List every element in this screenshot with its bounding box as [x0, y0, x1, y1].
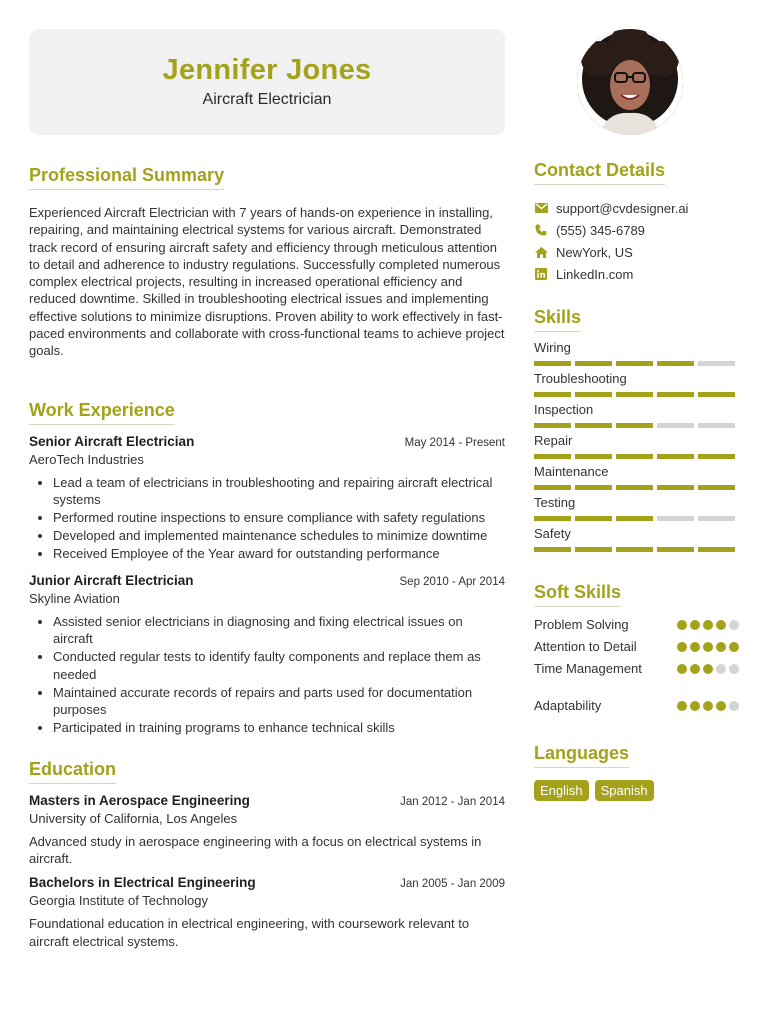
rating-dot — [703, 642, 713, 652]
skill-segment — [575, 423, 612, 428]
skill-item — [534, 526, 739, 552]
language-badge: Spanish — [595, 780, 654, 801]
summary-text: Experienced Aircraft Electrician with 7 years of hands-on experience in installing, repairing, and maintaining electrical systems for various aircraft. Demonstrated track record of ensuring aircraft safety and efficiency through meticulous attention to detail and adherence to industry regulations. Successfully completed numerous complex electrical projects, resulting in increased operational efficiency and reduced downtime. Skilled in troubleshooting electrical issues and implementing effective solutions to minimize disruptions. Proven ability to work effectively in fast-paced environments and collaborate with cross-functional teams to achieve project goals. — [29, 205, 505, 359]
soft-skill-item — [534, 617, 739, 632]
phone-text: (555) 345-6789 — [556, 222, 645, 238]
rating-dot — [703, 664, 713, 674]
skill-segment — [534, 361, 571, 366]
skill-segment — [616, 547, 653, 552]
job-bullets — [29, 613, 505, 737]
bullet-item: • Developed and implemented maintenance schedules to minimize downtime — [53, 527, 505, 545]
degree: Bachelors in Electrical Engineering — [29, 875, 256, 891]
soft-skill-name: Time Management — [534, 661, 642, 676]
bullet-item: • Received Employee of the Year award for outstanding performance — [53, 545, 505, 563]
skills-list — [534, 340, 739, 552]
soft-skill-rating — [677, 620, 739, 630]
rating-dot — [677, 620, 687, 630]
skill-segment — [616, 392, 653, 397]
skill-name: Maintenance — [534, 464, 609, 479]
job-company: Skyline Aviation — [29, 590, 120, 606]
skill-segment — [657, 361, 694, 366]
skill-segment — [616, 423, 653, 428]
skill-name: Safety — [534, 526, 571, 541]
education-date: Jan 2012 - Jan 2014 — [400, 795, 505, 808]
rating-dot — [729, 620, 739, 630]
skill-segment — [616, 485, 653, 490]
home-icon — [534, 245, 548, 259]
rating-dot — [716, 620, 726, 630]
bullet-item: • Maintained accurate records of repairs and parts used for documentation purposes — [53, 684, 505, 719]
education-date: Jan 2005 - Jan 2009 — [400, 878, 505, 891]
skill-segment — [534, 392, 571, 397]
rating-dot — [690, 664, 700, 674]
skill-segment — [657, 423, 694, 428]
languages-list — [534, 780, 739, 801]
skill-name: Troubleshooting — [534, 371, 627, 386]
education-description: Advanced study in aerospace engineering with a focus on electrical systems in aircraft. — [29, 833, 482, 866]
skill-segment — [698, 485, 735, 490]
job-company: AeroTech Industries — [29, 451, 144, 467]
soft-skill-rating — [677, 664, 739, 674]
rating-dot — [729, 642, 739, 652]
bullet-item: • Performed routine inspections to ensure compliance with safety regulations — [53, 509, 505, 527]
rating-dot — [677, 701, 687, 711]
skill-segment — [534, 485, 571, 490]
email-text: support@cvdesigner.ai — [556, 200, 689, 216]
rating-dot — [690, 701, 700, 711]
language-badge: English — [534, 780, 589, 801]
header — [29, 29, 505, 135]
skill-level-bar — [534, 361, 739, 366]
experience-heading: Work Experience — [29, 400, 175, 425]
languages-heading: Languages — [534, 743, 629, 768]
job-date: May 2014 - Present — [404, 436, 505, 449]
contact-heading: Contact Details — [534, 160, 665, 185]
skill-segment — [575, 454, 612, 459]
candidate-name: Jennifer Jones — [162, 54, 372, 86]
skill-segment — [657, 392, 694, 397]
sidebar — [534, 160, 739, 801]
skill-segment — [616, 361, 653, 366]
skill-segment — [657, 454, 694, 459]
skill-segment — [575, 392, 612, 397]
contact-linkedin[interactable] — [534, 263, 739, 285]
rating-dot — [729, 664, 739, 674]
email-icon — [534, 201, 548, 215]
rating-dot — [716, 642, 726, 652]
contact-section — [534, 160, 739, 285]
bullet-item: • Conducted regular tests to identify faulty components and replace them as needed — [53, 648, 505, 683]
skill-segment — [698, 423, 735, 428]
bullet-item: • Participated in training programs to enhance technical skills — [53, 719, 505, 737]
soft-skills-section — [534, 582, 739, 713]
skill-segment — [657, 547, 694, 552]
skill-level-bar — [534, 516, 739, 521]
summary-heading: Professional Summary — [29, 165, 224, 190]
skill-level-bar — [534, 423, 739, 428]
soft-skill-rating — [677, 701, 739, 711]
soft-skill-item — [534, 639, 739, 654]
linkedin-text: LinkedIn.com — [556, 266, 634, 282]
education-section — [29, 759, 505, 950]
skill-name: Repair — [534, 433, 573, 448]
job-role: Senior Aircraft Electrician — [29, 433, 195, 449]
contact-phone[interactable] — [534, 219, 739, 241]
skill-level-bar — [534, 454, 739, 459]
rating-dot — [729, 701, 739, 711]
soft-skill-name: Attention to Detail — [534, 639, 637, 654]
skill-segment — [616, 454, 653, 459]
skill-item — [534, 495, 739, 521]
soft-skill-item — [534, 661, 739, 676]
skill-segment — [698, 454, 735, 459]
skill-item — [534, 340, 739, 366]
rating-dot — [716, 664, 726, 674]
education-entry — [29, 875, 505, 950]
job-entry — [29, 434, 505, 563]
bullet-item: • Assisted senior electricians in diagnosing and fixing electrical issues on aircraft — [53, 613, 505, 648]
soft-skill-item — [534, 698, 739, 713]
skill-level-bar — [534, 547, 739, 552]
phone-icon — [534, 223, 548, 237]
rating-dot — [703, 701, 713, 711]
job-role: Junior Aircraft Electrician — [29, 572, 194, 588]
degree: Masters in Aerospace Engineering — [29, 792, 250, 808]
skill-segment — [698, 516, 735, 521]
skill-segment — [657, 485, 694, 490]
skill-item — [534, 433, 739, 459]
avatar — [577, 29, 683, 135]
education-description: Foundational education in electrical engineering, with coursework relevant to aircraft electrical systems. — [29, 916, 470, 949]
skill-segment — [698, 392, 735, 397]
skill-segment — [534, 516, 571, 521]
skill-segment — [575, 361, 612, 366]
main-column — [29, 165, 505, 950]
skill-name: Wiring — [534, 340, 571, 355]
skill-segment — [575, 485, 612, 490]
soft-skill-name: Problem Solving — [534, 617, 629, 632]
avatar-photo — [577, 29, 683, 135]
skill-level-bar — [534, 392, 739, 397]
rating-dot — [690, 642, 700, 652]
job-entry — [29, 573, 505, 737]
bullet-item: • Lead a team of electricians in troubleshooting and repairing aircraft electrical systems — [53, 474, 505, 509]
experience-section — [29, 400, 505, 737]
skill-item — [534, 371, 739, 397]
skill-segment — [698, 547, 735, 552]
education-heading: Education — [29, 759, 116, 784]
skill-segment — [575, 516, 612, 521]
skill-item — [534, 402, 739, 428]
contact-location — [534, 241, 739, 263]
location-text: NewYork, US — [556, 244, 633, 260]
rating-dot — [677, 664, 687, 674]
school: University of California, Los Angeles — [29, 810, 238, 826]
skill-segment — [534, 547, 571, 552]
job-date: Sep 2010 - Apr 2014 — [399, 575, 505, 588]
rating-dot — [716, 701, 726, 711]
soft-skills-heading: Soft Skills — [534, 582, 621, 607]
skill-name: Testing — [534, 495, 576, 510]
soft-skills-list — [534, 617, 739, 713]
skill-level-bar — [534, 485, 739, 490]
rating-dot — [703, 620, 713, 630]
skills-section — [534, 307, 739, 552]
skill-item — [534, 464, 739, 490]
skill-name: Inspection — [534, 402, 594, 417]
skill-segment — [616, 516, 653, 521]
skill-segment — [698, 361, 735, 366]
soft-skill-name: Adaptability — [534, 698, 602, 713]
rating-dot — [690, 620, 700, 630]
skill-segment — [575, 547, 612, 552]
rating-dot — [677, 642, 687, 652]
job-bullets — [29, 474, 505, 563]
skill-segment — [657, 516, 694, 521]
linkedin-icon — [534, 267, 548, 281]
skills-heading: Skills — [534, 307, 581, 332]
contact-email[interactable] — [534, 197, 739, 219]
languages-section — [534, 743, 739, 801]
job-title: Aircraft Electrician — [202, 91, 332, 108]
summary-section — [29, 165, 505, 360]
soft-skill-rating — [677, 642, 739, 652]
school: Georgia Institute of Technology — [29, 893, 208, 909]
skill-segment — [534, 423, 571, 428]
education-entry — [29, 793, 505, 868]
skill-segment — [534, 454, 571, 459]
